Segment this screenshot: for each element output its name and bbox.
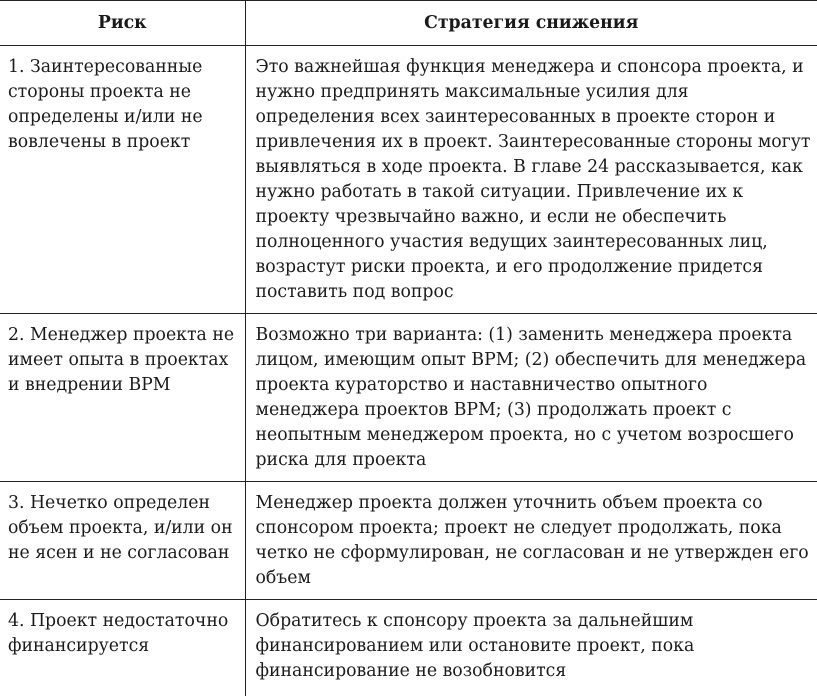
strategy-cell: Это важнейшая функция менеджера и спонсора проекта, и нужно предпринять максимальные усилия для определения всех заинтересованных в проекте сторон и привлечения их в проект. Заинтересованные стороны могут выявляться в ходе проекта. В главе 24 рассказывается, как нужно работать в такой ситуации. Привлечение их к проекту чрезвычайно важно, и если не обеспечить полноценного участия ведущих заинтересованных лиц, возрастут риски проекта, и его продолжение придется поставить под вопрос [245,46,817,314]
table-row [0,600,817,696]
strategy-cell: Обратитесь к спонсору проекта за дальнейшим финансированием или остановите проект, пока финансирование не возобновится [245,600,817,696]
column-header-strategy: Стратегия снижения [245,1,817,46]
risk-cell: 3. Нечетко определен объем проекта, и/или он не ясен и не согласован [0,482,245,600]
table-row [0,46,817,314]
strategy-cell: Возможно три варианта: (1) заменить менеджера проекта лицом, имеющим опыт BPM; (2) обеспечить для менеджера проекта кураторство и наставничество опытного менеджера проектов BPM; (3) продолжать проект с неопытным менеджером проекта, но с учетом возросшего риска для проекта [245,314,817,482]
strategy-cell: Менеджер проекта должен уточнить объем проекта со спонсором проекта; проект не следует продолжать, пока четко не сформулирован, не согласован и не утвержден его объем [245,482,817,600]
table-header-row [0,1,817,46]
table-row [0,314,817,482]
risk-cell: 4. Проект недостаточно финансируется [0,600,245,696]
column-header-risk: Риск [0,1,245,46]
risk-cell: 2. Менеджер проекта не имеет опыта в проектах и внедрении BPM [0,314,245,482]
risk-cell: 1. Заинтересованные стороны проекта не определены и/или не вовлечены в проект [0,46,245,314]
table-row [0,482,817,600]
